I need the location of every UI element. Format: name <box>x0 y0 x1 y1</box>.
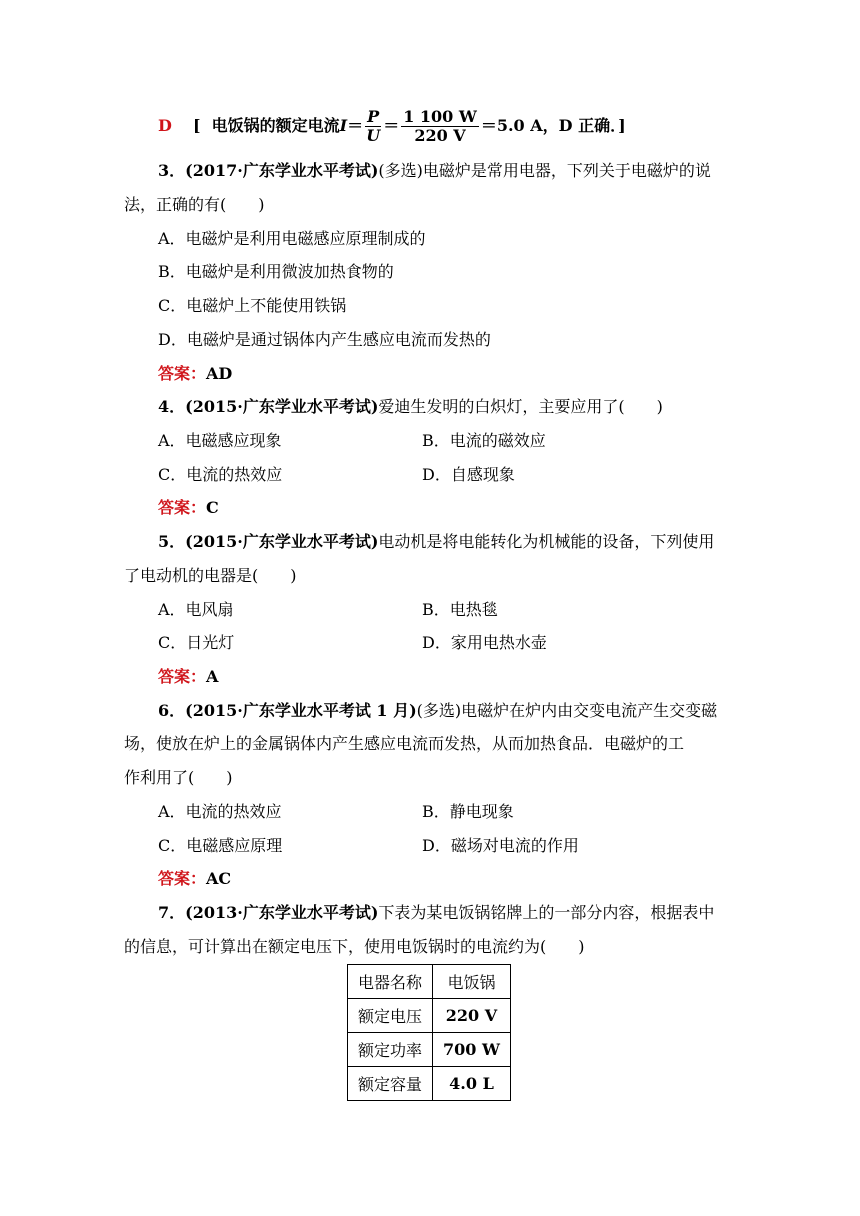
q5-number: 5． <box>158 532 186 551</box>
q6-option-c: C．电磁感应原理 <box>158 836 283 855</box>
table-row <box>348 965 511 999</box>
q3-option-b: B．电磁炉是利用微波加热食物的 <box>158 262 394 281</box>
fraction-p-over-u <box>365 108 381 145</box>
q6-option-b: B．静电现象 <box>422 802 514 821</box>
prev-answer-explanation <box>158 106 626 146</box>
q5-option-b: B．电热毯 <box>422 600 498 619</box>
q5-answer-value: A <box>206 667 219 686</box>
q6-answer-value: AC <box>206 869 232 888</box>
q6-answer <box>158 868 231 890</box>
table-row <box>348 1033 511 1067</box>
q5-source: (2015·广东学业水平考试) <box>185 532 379 551</box>
table-cell: 700 W <box>433 1033 511 1067</box>
table-row <box>348 999 511 1033</box>
table-cell: 220 V <box>433 999 511 1033</box>
q3-answer <box>158 363 232 385</box>
prev-answer-letter: D <box>158 116 172 135</box>
q5-text1: 电动机是将电能转化为机械能的设备，下列使用 <box>378 532 715 551</box>
q6-text1: (多选)电磁炉在炉内由交变电流产生交变磁 <box>416 701 718 720</box>
q6-answer-label: 答案： <box>158 869 207 888</box>
q4-option-a: A．电磁感应现象 <box>158 431 282 450</box>
bracket-open: [ <box>192 116 201 135</box>
q4-answer-label: 答案： <box>158 498 207 517</box>
equals-1: ＝ <box>347 116 364 135</box>
q4-answer <box>158 497 219 519</box>
q5-answer <box>158 666 218 688</box>
q3-option-c: C．电磁炉上不能使用铁锅 <box>158 296 347 315</box>
q6-option-d: D．磁场对电流的作用 <box>422 836 579 855</box>
q7-line1 <box>158 902 714 924</box>
q3-source: (2017·广东学业水平考试) <box>185 161 379 180</box>
q6-number: 6． <box>158 701 186 720</box>
table-cell: 额定功率 <box>348 1033 433 1067</box>
q4-text1: 爱迪生发明的白炽灯，主要应用了( ) <box>378 397 663 416</box>
q5-option-c: C．日光灯 <box>158 633 235 652</box>
table-cell: 4.0 L <box>433 1067 511 1101</box>
q3-text1: (多选)电磁炉是常用电器，下列关于电磁炉的说 <box>378 161 711 180</box>
q3-answer-value: AD <box>206 364 233 383</box>
table-row <box>348 1067 511 1101</box>
table-cell: 额定电压 <box>348 999 433 1033</box>
q3-line1 <box>158 160 711 182</box>
q6-option-a: A．电流的热效应 <box>158 802 282 821</box>
q3-number: 3． <box>158 161 186 180</box>
q5-option-d: D．家用电热水壶 <box>422 633 547 652</box>
q5-option-a: A．电风扇 <box>158 600 234 619</box>
q4-source: (2015·广东学业水平考试) <box>185 397 379 416</box>
q5-line1 <box>158 531 714 553</box>
q4-option-d: D．自感现象 <box>422 465 515 484</box>
var-i: I <box>339 116 348 135</box>
q3-line2: 法，正确的有( ) <box>124 195 265 214</box>
q3-option-a: A．电磁炉是利用电磁感应原理制成的 <box>158 229 426 248</box>
q7-line2: 的信息，可计算出在额定电压下，使用电饭锅时的电流约为( ) <box>124 937 585 956</box>
q4-answer-value: C <box>206 498 219 517</box>
q6-line3: 作利用了( ) <box>124 768 233 787</box>
q5-line2: 了电动机的电器是( ) <box>124 566 297 585</box>
q4-option-b: B．电流的磁效应 <box>422 431 546 450</box>
q6-source: (2015·广东学业水平考试 1 月) <box>185 701 417 720</box>
q7-text1: 下表为某电饭锅铭牌上的一部分内容，根据表中 <box>378 903 715 922</box>
explanation-text: 电饭锅的额定电流 <box>211 116 340 135</box>
q4-option-c: C．电流的热效应 <box>158 465 283 484</box>
q6-line1 <box>158 700 717 722</box>
frac2-denominator: 220 V <box>414 126 466 145</box>
frac1-denominator: U <box>366 126 381 145</box>
table-cell: 额定容量 <box>348 1067 433 1101</box>
q6-line2: 场，使放在炉上的金属锅体内产生感应电流而发热，从而加热食品．电磁炉的工 <box>124 734 685 753</box>
q7-number: 7． <box>158 903 186 922</box>
table-cell: 电器名称 <box>348 965 433 999</box>
fraction-values <box>401 108 479 145</box>
q4-number: 4． <box>158 397 186 416</box>
q3-option-d: D．电磁炉是通过锅体内产生感应电流而发热的 <box>158 330 491 349</box>
frac1-numerator: P <box>367 107 380 126</box>
frac2-numerator: 1 100 W <box>403 107 477 126</box>
q7-source: (2013·广东学业水平考试) <box>185 903 379 922</box>
equals-2: ＝ <box>383 116 400 135</box>
table-cell: 电饭锅 <box>433 965 511 999</box>
q4-line1 <box>158 396 663 418</box>
q3-answer-label: 答案： <box>158 364 207 383</box>
explanation-result: ＝5.0 A，D 正确．] <box>480 116 626 135</box>
nameplate-table <box>347 964 511 1101</box>
q5-answer-label: 答案： <box>158 667 207 686</box>
